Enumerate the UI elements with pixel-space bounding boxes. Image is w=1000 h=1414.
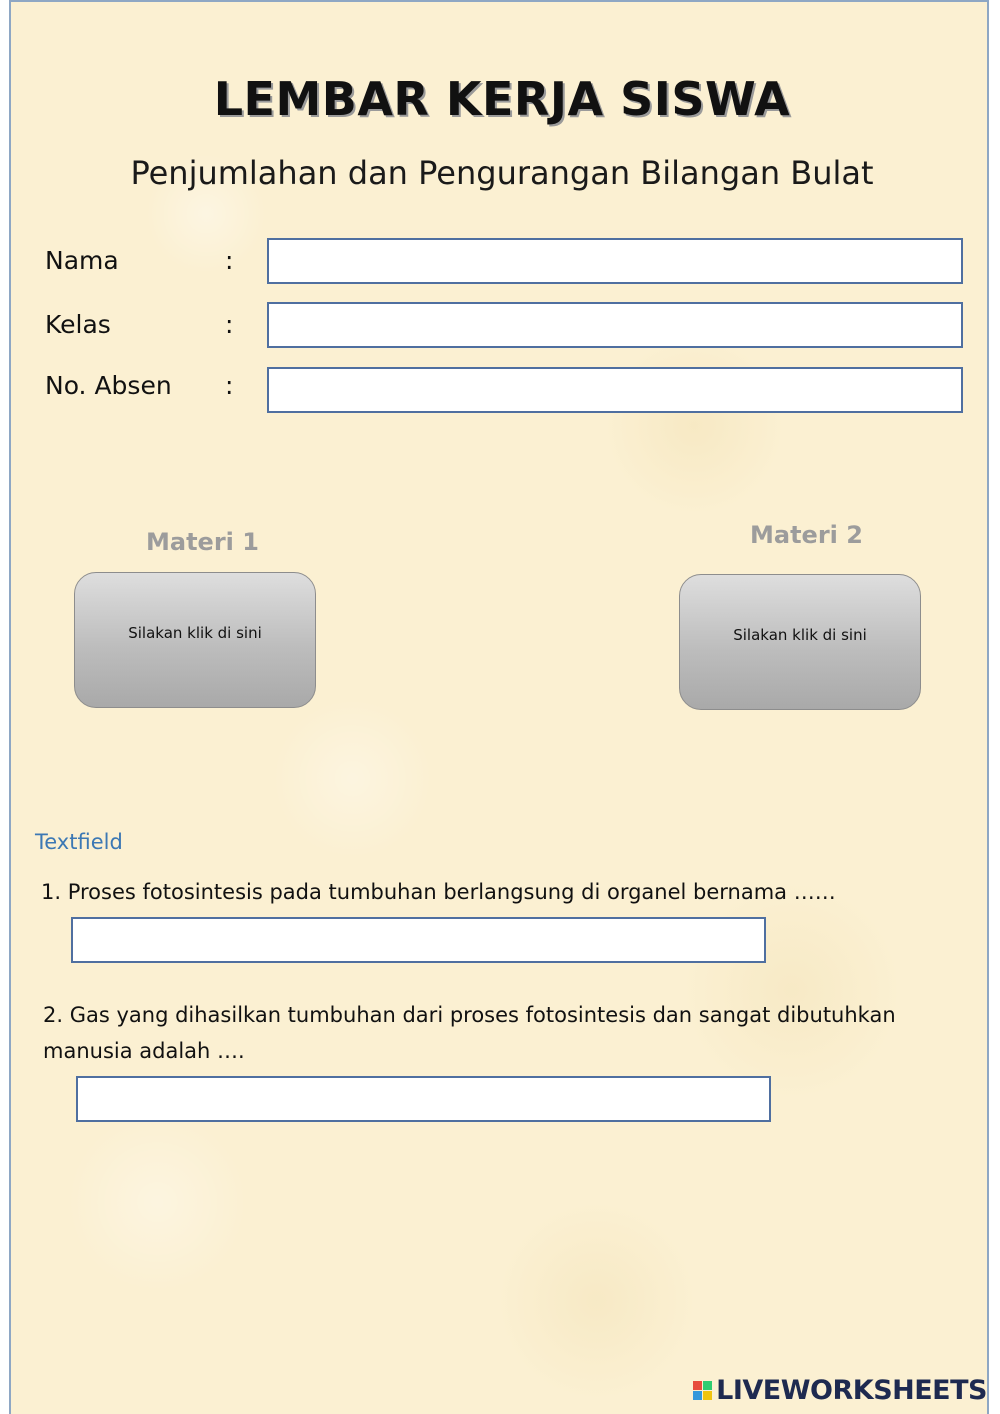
materi-1-button[interactable]: Silakan klik di sini (74, 572, 316, 708)
name-input[interactable] (267, 238, 963, 284)
materi-1-label: Materi 1 (146, 528, 259, 556)
name-label: Nama (45, 246, 119, 275)
liveworksheets-logo-text: LIVEWORKSHEETS (716, 1375, 987, 1406)
liveworksheets-logo (693, 1375, 987, 1406)
textfield-section-label: Textfield (35, 830, 123, 854)
question-2-text: 2. Gas yang dihasilkan tumbuhan dari proses fotosintesis dan sangat dibutuhkan manusia adalah …. (43, 1003, 896, 1063)
absen-colon: : (225, 371, 234, 400)
question-1-text: 1. Proses fotosintesis pada tumbuhan berlangsung di organel bernama …… (41, 880, 836, 904)
absen-label: No. Absen (45, 371, 172, 400)
class-input[interactable] (267, 302, 963, 348)
worksheet-subtitle: Penjumlahan dan Pengurangan Bilangan Bulat (130, 154, 874, 192)
question-2-answer-input[interactable] (76, 1076, 771, 1122)
liveworksheets-grid-icon (693, 1381, 712, 1400)
class-colon: : (225, 310, 234, 339)
materi-2-label: Materi 2 (750, 521, 863, 549)
materi-2-button[interactable]: Silakan klik di sini (679, 574, 921, 710)
worksheet-page (9, 0, 989, 1414)
question-1-answer-input[interactable] (71, 917, 766, 963)
class-label: Kelas (45, 310, 111, 339)
worksheet-title: LEMBAR KERJA SISWA (213, 72, 791, 126)
absen-input[interactable] (267, 367, 963, 413)
name-colon: : (225, 246, 234, 275)
